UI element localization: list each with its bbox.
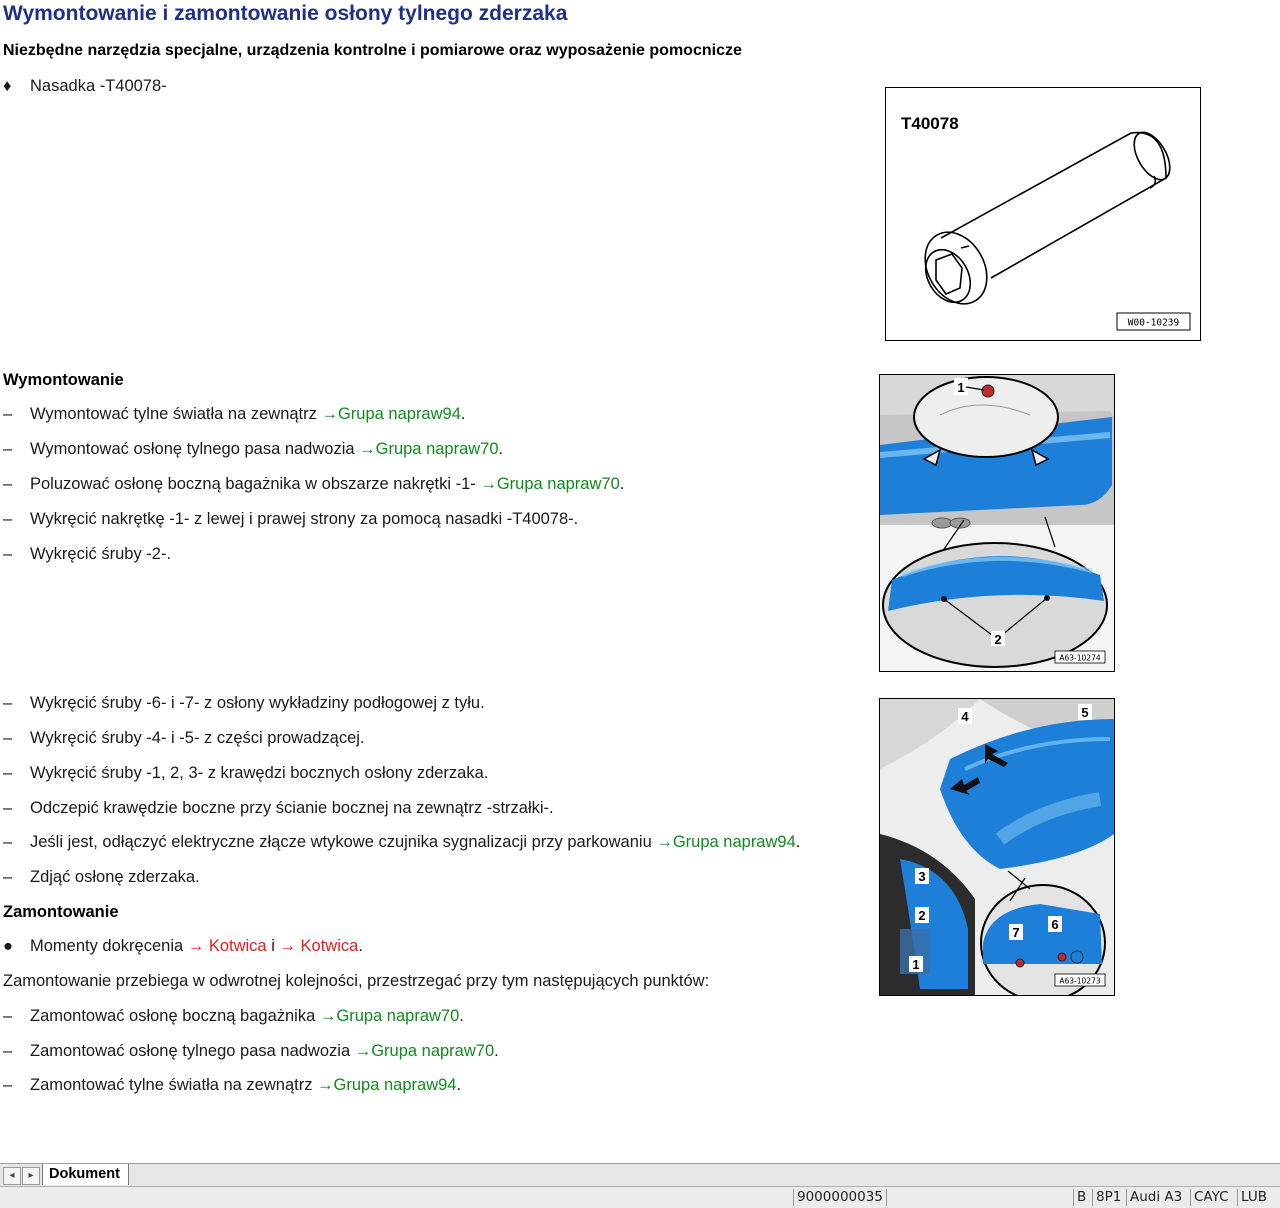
figure-1-code: A63-10274 [1059,653,1101,663]
anchor-link-2[interactable]: → Kotwica [279,937,359,955]
dash-bullet-icon: – [3,868,13,886]
step-punctuation: . [619,475,625,493]
step-text: Poluzować osłonę boczną bagażnika w obszarze nakrętki -1- [30,475,481,493]
torque-note [3,937,363,956]
dash-bullet-icon: – [3,1042,13,1060]
step-text: Wykręcić śruby -2-. [30,545,172,563]
step-text: Wykręcić nakrętkę -1- z lewej i prawej strony za pomocą nasadki -T40078-. [30,510,579,528]
removal-heading: Wymontowanie [3,371,124,389]
dash-bullet-icon: – [3,833,13,851]
dash-bullet-icon: – [3,799,13,817]
dash-bullet-icon: – [3,405,13,423]
step-text: Zamontować tylne światła na zewnątrz [30,1076,318,1094]
dash-bullet-icon: – [3,1076,13,1094]
callout-2: 2 [918,908,926,923]
repair-group-link[interactable]: →Grupa napraw70 [319,1007,460,1025]
step-item [3,475,624,494]
dash-bullet-icon: – [3,729,13,747]
status-field-engine: CAYC [1190,1189,1229,1206]
tools-heading: Niezbędne narzędzia specjalne, urządzenia kontrolne i pomiarowe oraz wyposażenie pomocnicze [3,42,742,59]
repair-group-link[interactable]: →Grupa napraw70 [354,1042,495,1060]
step-punctuation: . [498,440,504,458]
step-punctuation: . [456,1076,462,1094]
rear-bumper-drawing-2 [880,699,1114,995]
step-punctuation: . [795,833,801,851]
tab-dokument[interactable]: Dokument [42,1164,129,1185]
callout-7: 7 [1012,925,1020,940]
installation-intro: Zamontowanie przebiega w odwrotnej kolejności, przestrzegać przy tym następujących punktów: [3,972,710,990]
repair-group-link[interactable]: →Grupa napraw94 [321,405,461,423]
rear-bumper-drawing-1 [880,375,1114,671]
status-field-model-code: 8P1 [1092,1189,1121,1206]
tool-figure-code: W00-10239 [1127,317,1180,329]
callout-4: 4 [961,709,969,724]
callout-2: 2 [994,632,1002,647]
step-item [3,833,800,852]
installation-heading: Zamontowanie [3,903,119,921]
torque-text: Momenty dokręcenia [30,937,188,955]
status-bar [0,1186,1280,1208]
step-punctuation: . [494,1042,499,1060]
page-title: Wymontowanie i zamontowanie osłony tylnego zderzaka [3,2,568,25]
dash-bullet-icon: – [3,475,13,493]
status-field-model: Audi A3 [1126,1189,1182,1206]
step-text: Zdjąć osłonę zderzaka. [30,868,200,886]
step-text: Odczepić krawędzie boczne przy ścianie bocznej na zewnątrz -strzałki-. [30,799,554,817]
dash-bullet-icon: – [3,440,13,458]
socket-tool-drawing [886,88,1200,340]
tool-item-text: Nasadka -T40078- [30,77,167,95]
dash-bullet-icon: – [3,764,13,782]
step-item [3,764,488,783]
tab-scroll-right-button[interactable]: ▸ [22,1167,40,1185]
dash-bullet-icon: – [3,694,13,712]
step-text: Wymontować tylne światła na zewnątrz [30,405,322,423]
step-item [3,440,503,459]
step-text: Wykręcić śruby -4- i -5- z części prowadzącej. [30,729,365,747]
figure-2-code: A63-10273 [1059,976,1101,986]
step-text: Zamontować osłonę boczną bagażnika [30,1007,320,1025]
step-item [3,799,554,818]
status-field-lub: LUB [1237,1189,1267,1206]
step-item [3,405,465,424]
callout-6: 6 [1051,917,1059,932]
status-doc-number: 9000000035 [793,1189,883,1206]
anchor-link-1[interactable]: → Kotwica [187,937,267,955]
step-item [3,694,485,713]
step-text: Zamontować osłonę tylnego pasa nadwozia [30,1042,355,1060]
torque-after: . [358,937,363,955]
tab-scroll-left-button[interactable]: ◂ [3,1167,21,1185]
dot-bullet-icon: ● [3,937,13,955]
figure-bumper-side [879,698,1115,996]
step-item [3,868,200,887]
status-spacer [886,1189,1070,1206]
step-item [3,545,171,564]
tool-figure [885,87,1201,341]
step-item [3,1007,464,1026]
callout-3: 3 [918,869,926,884]
status-field-b: B [1073,1189,1086,1206]
step-text: Wykręcić śruby -6- i -7- z osłony wykładziny podłogowej z tyłu. [30,694,485,712]
diamond-bullet-icon: ♦ [3,77,12,95]
dash-bullet-icon: – [3,1007,13,1025]
figure-nuts-screws [879,374,1115,672]
callout-1: 1 [957,380,965,395]
step-item [3,510,578,529]
step-punctuation: . [460,405,466,423]
callout-1: 1 [912,957,920,972]
step-text: Jeśli jest, odłączyć elektryczne złącze wtykowe czujnika sygnalizacji przy parkowaniu [30,833,657,851]
step-item [3,1076,461,1095]
callout-5: 5 [1081,705,1089,720]
tool-list-item [3,77,167,96]
step-text: Wymontować osłonę tylnego pasa nadwozia [30,440,360,458]
tool-label: T40078 [901,114,959,133]
sheet-tab-bar [0,1163,1280,1186]
repair-group-link[interactable]: →Grupa napraw70 [359,440,499,458]
step-item [3,729,365,748]
repair-group-link[interactable]: →Grupa napraw70 [480,475,620,493]
dash-bullet-icon: – [3,510,13,528]
step-punctuation: . [459,1007,464,1025]
repair-group-link[interactable]: →Grupa napraw94 [317,1076,457,1094]
step-item [3,1042,499,1061]
repair-group-link[interactable]: →Grupa napraw94 [656,833,796,851]
dash-bullet-icon: – [3,545,13,563]
torque-mid: i [266,937,280,955]
step-text: Wykręcić śruby -1, 2, 3- z krawędzi bocznych osłony zderzaka. [30,764,489,782]
